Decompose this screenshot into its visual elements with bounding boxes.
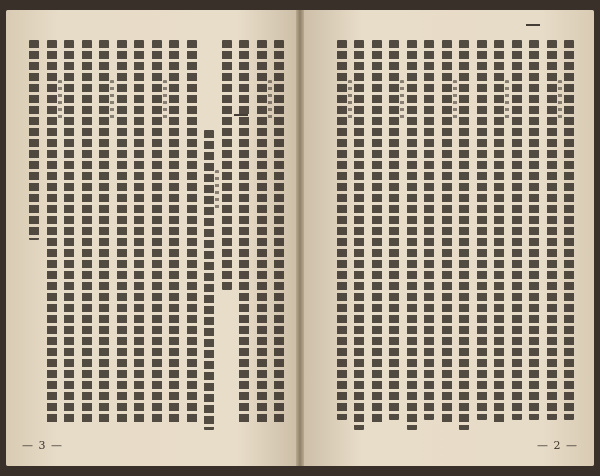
text-column [547, 40, 557, 420]
text-column [169, 40, 179, 425]
left-page [6, 10, 296, 466]
text-column [494, 40, 504, 425]
text-column [407, 40, 417, 430]
text-column [152, 40, 162, 425]
text-column [459, 40, 469, 430]
ruby-annotation [558, 80, 562, 120]
text-column [204, 130, 214, 430]
text-column [529, 40, 539, 420]
book-gutter [296, 10, 304, 466]
text-column [274, 40, 284, 425]
text-column [564, 40, 574, 420]
text-column [82, 40, 92, 425]
ruby-annotation [453, 80, 457, 120]
right-page [304, 10, 594, 466]
page-number-left: — 3 — [22, 439, 63, 452]
text-column [372, 40, 382, 425]
text-column [354, 40, 364, 430]
text-column [187, 40, 197, 425]
text-column [117, 40, 127, 425]
text-column [99, 40, 109, 425]
text-column [257, 40, 267, 425]
ruby-annotation [400, 80, 404, 120]
ruby-annotation [348, 80, 352, 120]
ruby-annotation [505, 80, 509, 120]
ruby-annotation [268, 80, 272, 120]
text-column [134, 40, 144, 425]
text-column [222, 40, 232, 290]
ruby-annotation [215, 170, 219, 210]
text-column [389, 40, 399, 420]
section-divider-line [526, 24, 540, 26]
ruby-annotation [163, 80, 167, 120]
text-column [424, 40, 434, 420]
page-number-right: — 2 — [537, 439, 578, 452]
ruby-annotation [58, 80, 62, 120]
text-column [337, 40, 347, 420]
text-column [477, 40, 487, 420]
text-column [64, 40, 74, 425]
ruby-annotation [110, 80, 114, 120]
text-column [512, 40, 522, 420]
text-column [442, 40, 452, 425]
text-column [29, 40, 39, 240]
text-column [239, 40, 249, 425]
text-column [47, 40, 57, 425]
